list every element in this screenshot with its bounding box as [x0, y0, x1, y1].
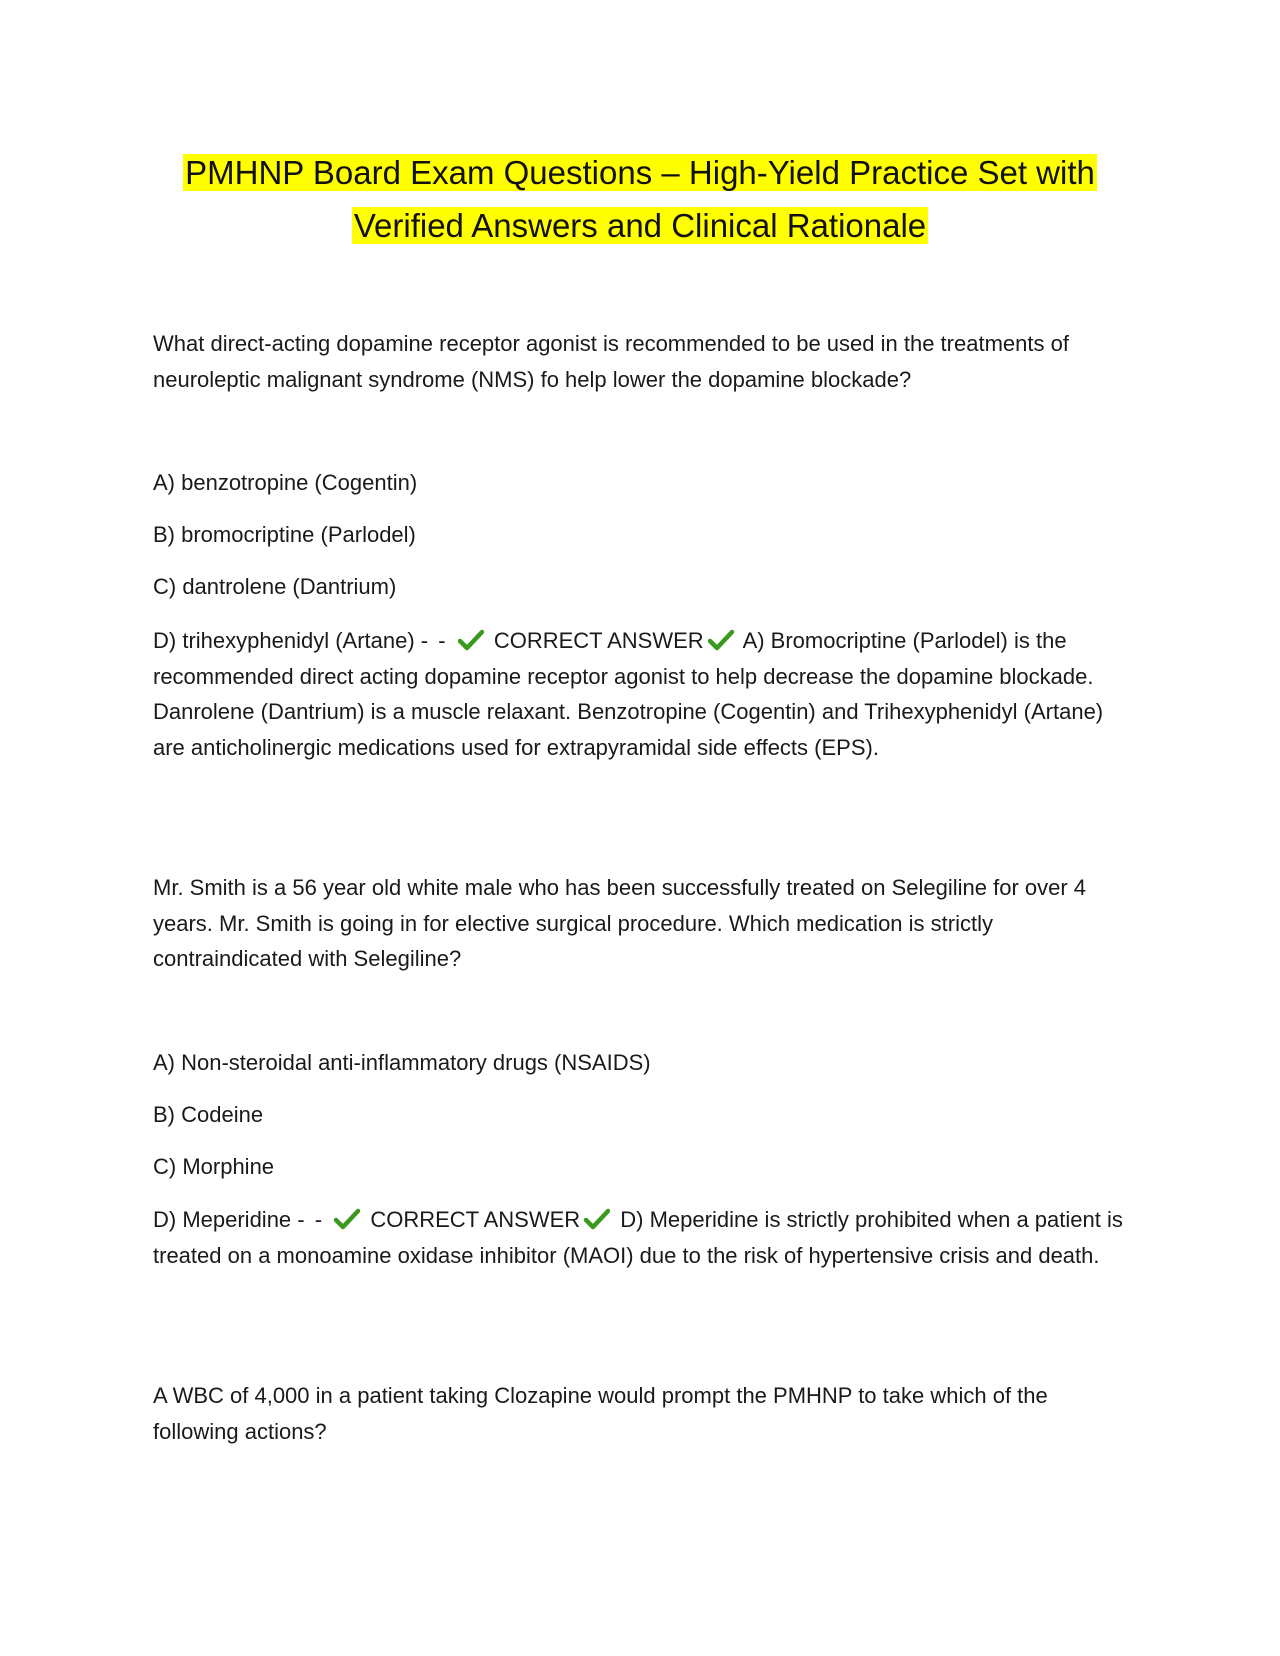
check-icon — [458, 629, 484, 651]
check-icon — [708, 629, 734, 651]
question-2-option-a: A) Non-steroidal anti-inflammatory drugs (NSAIDS) — [153, 1050, 651, 1075]
question-1-option-d: D) trihexyphenidyl (Artane) — [153, 628, 415, 653]
question-2-option-b: B) Codeine — [153, 1102, 264, 1127]
answer-separator: - - — [420, 628, 448, 653]
question-2-answer-block — [153, 1202, 1133, 1273]
question-3-prompt: A WBC of 4,000 in a patient taking Clozapine would prompt the PMHNP to take which of the following actions? — [153, 1383, 1048, 1444]
correct-answer-label: CORRECT ANSWER — [493, 628, 704, 653]
title-line-2: Verified Answers and Clinical Rationale — [353, 207, 927, 244]
question-2-prompt: Mr. Smith is a 56 year old white male who has been successfully treated on Selegiline for over 4 years. Mr. Smith is going in for elective surgical procedure. Which medication is strictly contraindicated with Selegiline? — [153, 875, 1087, 971]
question-1-answer-block — [153, 623, 1133, 765]
correct-answer-label: CORRECT ANSWER — [370, 1207, 581, 1232]
question-1-option-b: B) bromocriptine (Parlodel) — [153, 522, 416, 547]
title-line-1: PMHNP Board Exam Questions – High-Yield Practice Set with — [185, 154, 1095, 191]
question-2-option-c: C) Morphine — [153, 1154, 275, 1179]
question-1-rationale: A) Bromocriptine (Parlodel) is the recommended direct acting dopamine receptor agonist to help decrease the dopamine blockade. Danrolene (Dantrium) is a muscle relaxant. Benzotropine (Cogentin) and Trihexyphenidyl (Artane) are anticholinergic medications used for extrapyramidal side effects (EPS). — [153, 628, 1104, 760]
question-1-prompt: What direct-acting dopamine receptor agonist is recommended to be used in the treatments of neuroleptic malignant syndrome (NMS) fo help lower the dopamine blockade? — [153, 331, 1069, 392]
answer-separator: - - — [297, 1207, 325, 1232]
question-1-option-a: A) benzotropine (Cogentin) — [153, 470, 418, 495]
check-icon — [584, 1208, 610, 1230]
check-icon — [334, 1208, 360, 1230]
question-2-rationale: D) Meperidine is strictly prohibited when a patient is treated on a monoamine oxidase inhibitor (MAOI) due to the risk of hypertensive crisis and death. — [153, 1207, 1123, 1268]
question-2-option-d: D) Meperidine — [153, 1207, 292, 1232]
question-1-option-c: C) dantrolene (Dantrium) — [153, 574, 397, 599]
document-title — [140, 146, 1140, 252]
